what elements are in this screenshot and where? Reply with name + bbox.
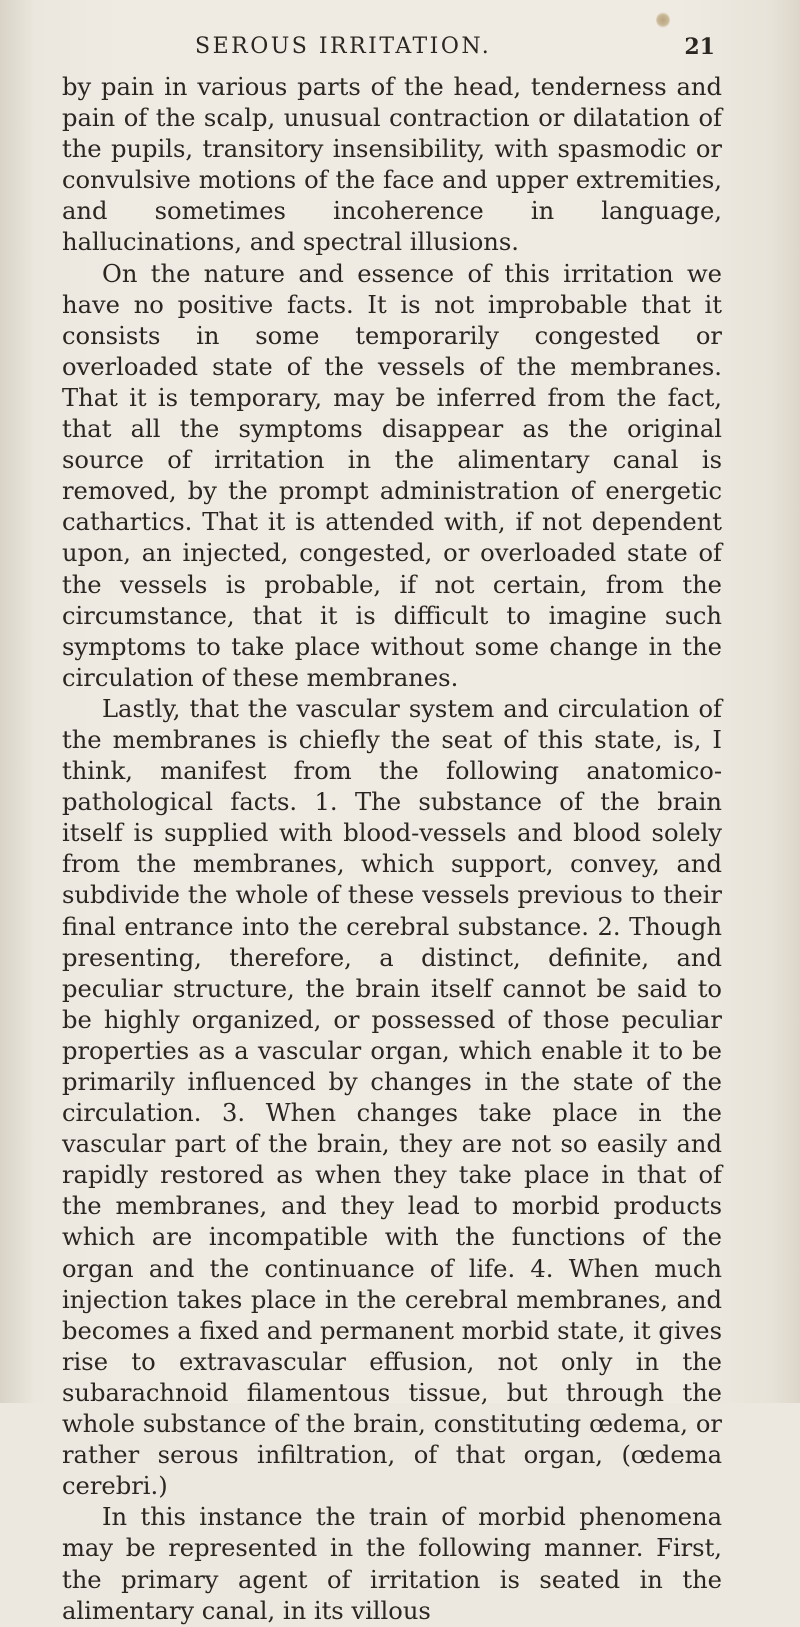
ink-blot xyxy=(656,12,670,28)
paragraph-2: On the nature and essence of this irritation we have no positive facts. It is not improbable that it consists in some temporarily congested or overloaded state of the vessels of the membranes. That it is temporary, may be inferred from the fact, that all the symptoms disappear as the original source of irritation in the alimentary canal is removed, by the prompt administration of energetic cathartics. That it is attended with, if not dependent upon, an injected, congested, or overloaded state of the vessels is probable, if not certain, from the circumstance, that it is difficult to imagine such symptoms to take place without some change in the circulation of these membranes. xyxy=(62,259,722,692)
page-number: 21 xyxy=(684,34,715,60)
page-header xyxy=(195,34,715,64)
paragraph-3: Lastly, that the vascular system and circulation of the membranes is chiefly the seat of this state, is, I think, manifest from the following anatomico-pathological facts. 1. The substance of the brain itself is supplied with blood-vessels and blood solely from the membranes, which support, convey, and subdivide the whole of these vessels previous to their final entrance into the cerebral substance. 2. Though presenting, therefore, a distinct, definite, and peculiar structure, the brain itself cannot be said to be highly organized, or possessed of those peculiar properties as a vascular organ, which enable it to be primarily influenced by changes in the state of the circulation. 3. When changes take place in the vascular part of the brain, they are not so easily and rapidly restored as when they take place in that of the membranes, and they lead to morbid products which are incompatible with the functions of the organ and the continuance of life. 4. When much injection takes place in the cerebral membranes, and becomes a fixed and permanent morbid state, it gives rise to extravascular effusion, not only in the subarachnoid filamentous tissue, but through the whole substance of the brain, constituting œdema, or rather serous infiltration, of that organ, (œdema cerebri.) xyxy=(62,694,722,1501)
paragraph-4: In this instance the train of morbid phenomena may be represented in the following manner. First, the primary agent of irritation is seated in the alimentary canal, in its villous xyxy=(62,1503,722,1625)
body-text xyxy=(62,72,722,1627)
running-head: SEROUS IRRITATION. xyxy=(195,34,492,59)
paragraph-1: by pain in various parts of the head, tenderness and pain of the scalp, unusual contraction or dilatation of the pupils, transitory insensibility, with spasmodic or convulsive motions of the face and upper extremities, and sometimes incoherence in language, hallucinations, and spectral illusions. xyxy=(62,73,722,257)
